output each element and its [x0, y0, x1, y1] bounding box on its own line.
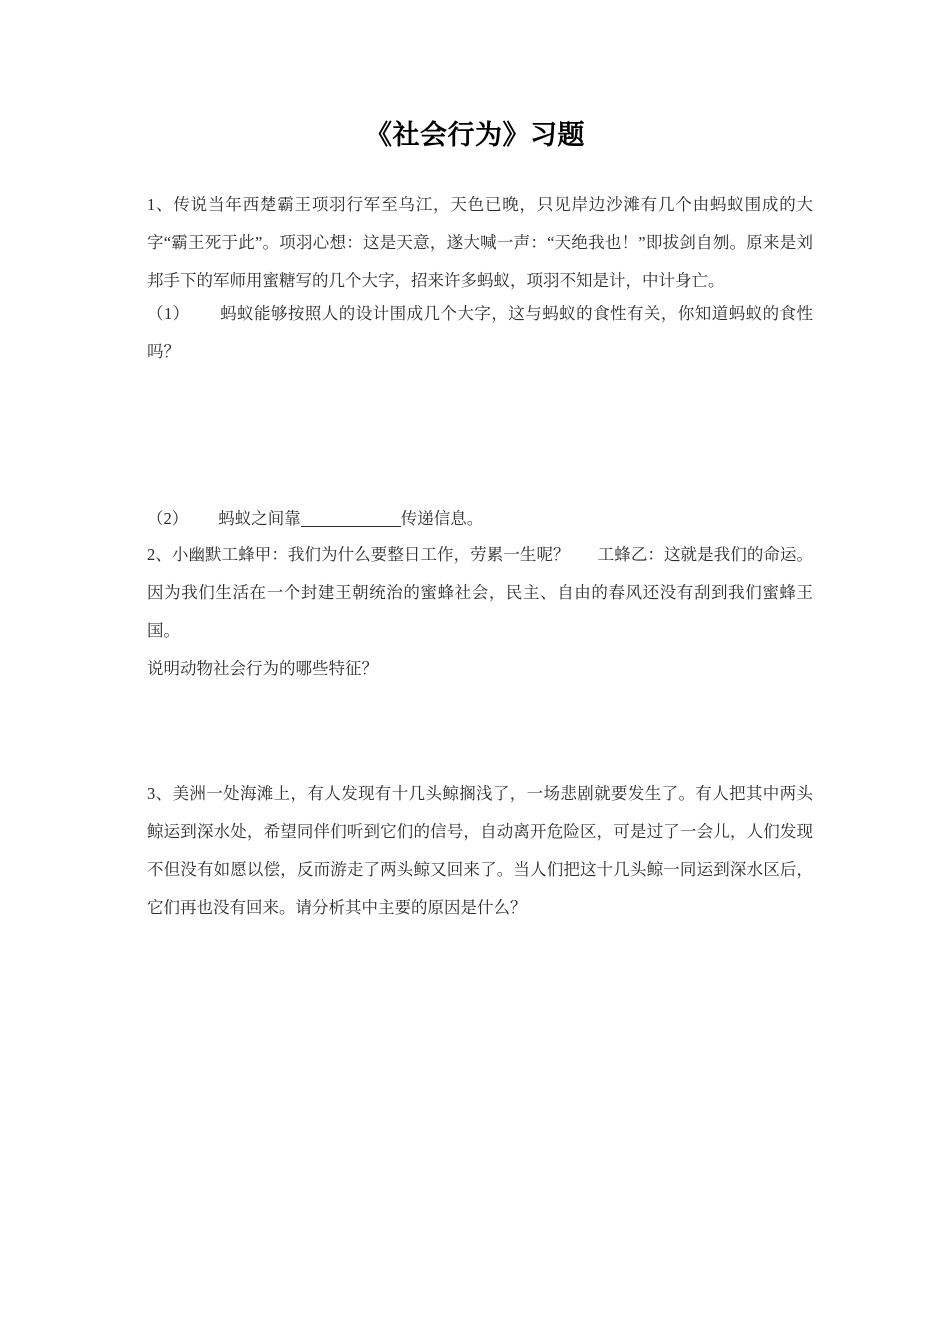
question-1-sub-2-text — [147, 500, 813, 538]
question-2-prompt: 说明动物社会行为的哪些特征？ — [147, 659, 378, 678]
question-2-body-part2: 工蜂乙：这就是我们的命运。因为我们生活在一个封建王朝统治的蜜蜂社会，民主、自由的春风还没有刮到我们蜜蜂王国。 — [147, 545, 814, 640]
question-1-text — [147, 186, 813, 300]
question-2-text — [147, 536, 813, 650]
question-1-sub-1-body: 蚂蚁能够按照人的设计围成几个大字，这与蚂蚁的食性有关，你知道蚂蚁的食性吗？ — [147, 304, 814, 361]
question-3-text — [147, 775, 813, 927]
question-3-body: 美洲一处海滩上，有人发现有十几头鲸搁浅了，一场悲剧就要发生了。有人把其中两头鲸运到深水处，希望同伴们听到它们的信号，自动离开危险区，可是过了一会儿，人们发现不但没有如愿以偿，反而游走了两头鲸又回来了。当人们把这十几头鲸一同运到深水区后，它们再也没有回来。请分析其中主要的原因是什么？ — [147, 784, 814, 917]
question-1-sub-1-block — [147, 295, 813, 371]
question-2-body-part1: 小幽默工蜂甲：我们为什么要整日工作，劳累一生呢？ — [171, 545, 570, 564]
question-1-body: 传说当年西楚霸王项羽行军至乌江，天色已晚，只见岸边沙滩有几个由蚂蚁围成的大字“霸王死于此”。项羽心想：这是天意，遂大喊一声：“天绝我也！”即拔剑自刎。原来是刘邦手下的军师用蜜糖写的几个大字，招来许多蚂蚁，项羽不知是计，中计身亡。 — [147, 195, 814, 290]
question-1-sub-2-label: （2） — [147, 509, 189, 528]
question-1-sub-2-body-after: 传递信息。 — [400, 509, 484, 528]
question-1-sub-1-label: （1） — [147, 304, 190, 323]
question-1-sub-2-block — [147, 500, 813, 538]
fill-in-blank[interactable] — [301, 512, 401, 527]
question-3-block — [147, 775, 813, 927]
question-2-number: 2、 — [147, 545, 172, 564]
question-2-block — [147, 536, 813, 688]
question-3-number: 3、 — [147, 784, 173, 803]
question-1-sub-1-text — [147, 295, 813, 371]
page-title: 《社会行为》习题 — [365, 120, 585, 150]
question-1-number: 1、 — [147, 195, 174, 214]
question-1-sub-2-body-before: 蚂蚁之间靠 — [218, 509, 301, 528]
question-1-block — [147, 186, 813, 300]
